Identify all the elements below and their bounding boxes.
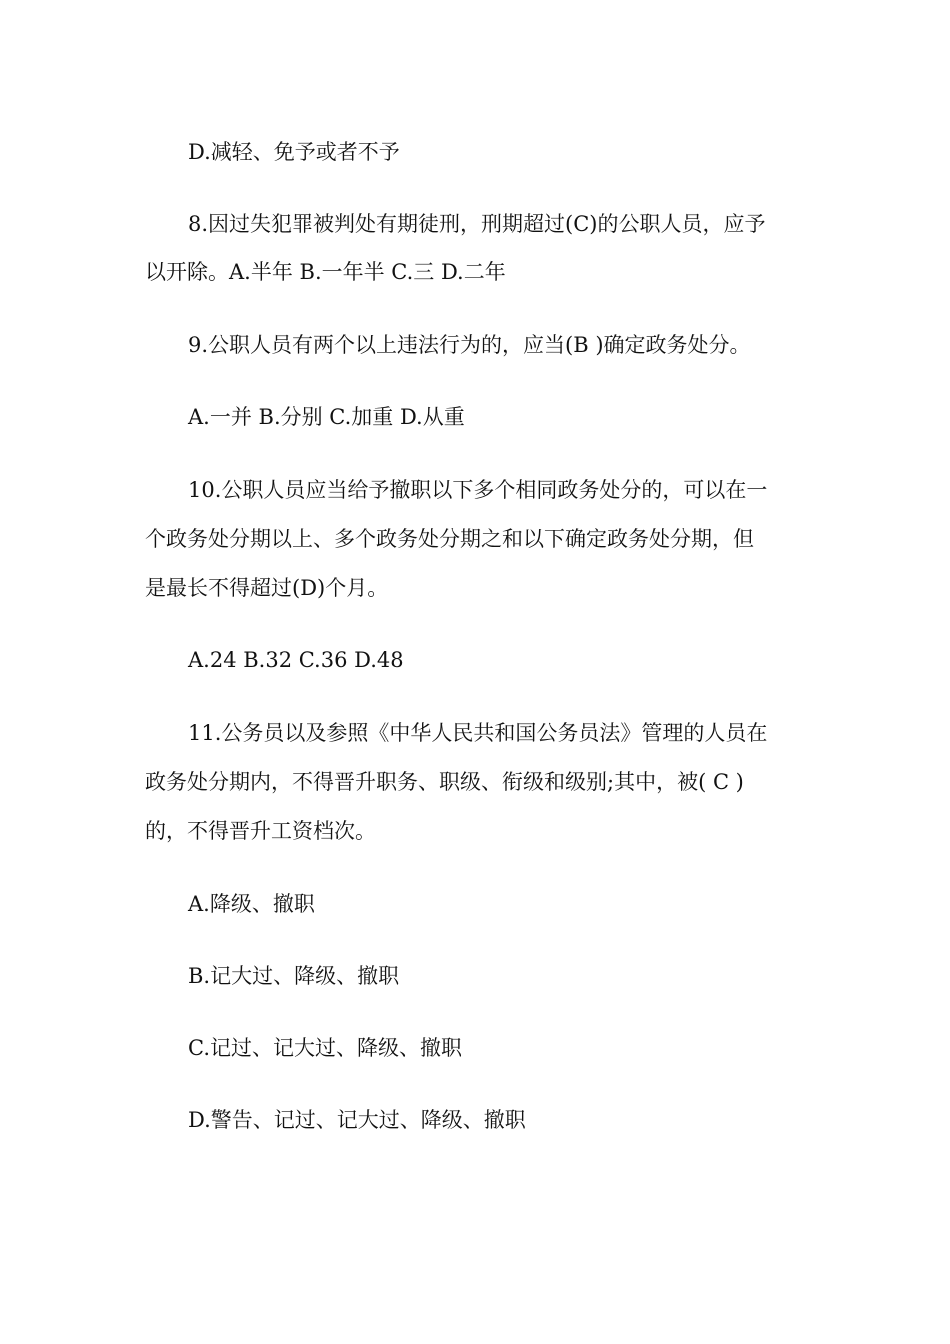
question-11-line-3: 的，不得晋升工资档次。 [145,819,376,843]
question-8-line-1: 8.因过失犯罪被判处有期徒刑，刑期超过(C)的公职人员，应予 [188,212,766,236]
question-9-options: A.一并 B.分别 C.加重 D.从重 [188,405,465,429]
question-10-line-2: 个政务处分期以上、多个政务处分期之和以下确定政务处分期，但 [145,527,754,551]
question-11-line-2: 政务处分期内，不得晋升职务、职级、衔级和级别;其中，被( C ) [145,770,744,794]
question-10-line-1: 10.公职人员应当给予撤职以下多个相同政务处分的，可以在一 [188,478,768,502]
question-11-option-c: C.记过、记大过、降级、撤职 [188,1036,462,1060]
question-11-option-a: A.降级、撤职 [188,892,315,916]
question-10-options: A.24 B.32 C.36 D.48 [188,648,404,672]
question-11-line-1: 11.公务员以及参照《中华人民共和国公务员法》管理的人员在 [188,721,768,745]
question-9: 9.公职人员有两个以上违法行为的，应当(B )确定政务处分。 [188,333,751,357]
question-8-line-2: 以开除。A.半年 B.一年半 C.三 D.二年 [145,260,506,284]
option-d-q7: D.减轻、免予或者不予 [188,140,400,164]
question-11-option-d: D.警告、记过、记大过、降级、撤职 [188,1108,526,1132]
question-11-option-b: B.记大过、降级、撤职 [188,964,400,988]
question-10-line-3: 是最长不得超过(D)个月。 [145,576,389,600]
